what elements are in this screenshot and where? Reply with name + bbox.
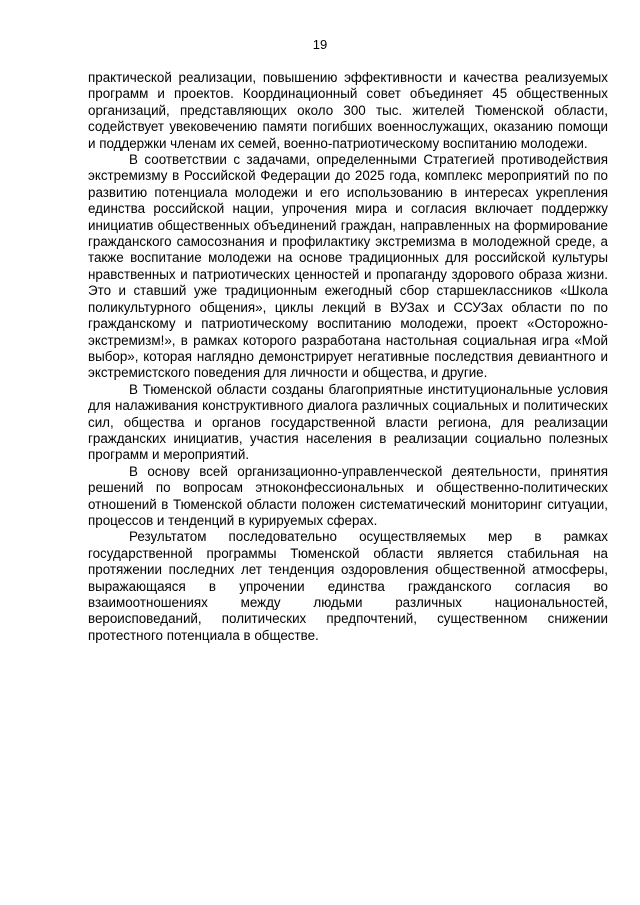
paragraph-strategy: В соответствии с задачами, определенными Стратегией противодействия экстремизму в Российской Федерации до 2025 года, комплекс мероприятий по по развитию потенциала молодежи и его использованию в интересах укрепления единства российской нации, упрочения мира и согласия включает поддержку инициатив общественных объединений граждан, направленных на формирование гражданского самосознания и профилактику экстремизма в молодежной среде, а также воспитание молодежи на основе традиционных для российской культуры нравственных и патриотических ценностей и пропаганду здорового образа жизни. Это и ставший уже традиционным ежегодный сбор старшеклассников «Школа поликультурного общения», циклы лекций в ВУЗах и ССУЗах области по по гражданскому и патриотическому воспитанию молодежи, проект «Осторожно-экстремизм!», в рамках которого разработана настольная социальная игра «Мой выбор», которая наглядно демонстрирует негативные последствия девиантного и экстремистского поведения для личности и общества, и другие. [88, 152, 608, 381]
paragraph-institutional-conditions: В Тюменской области созданы благоприятные институциональные условия для налаживания конструктивного диалога различных социальных и политических сил, общества и органов государственной власти региона, для реализации гражданских инициатив, участия населения в реализации социально полезных программ и мероприятий. [88, 381, 608, 463]
paragraph-monitoring: В основу всей организационно-управленческой деятельности, принятия решений по вопросам этноконфессиональных и общественно-политических отношений в Тюменской области положен систематический мониторинг ситуации, процессов и тенденций в курируемых сферах. [88, 463, 608, 528]
paragraph-continuation: практической реализации, повышению эффективности и качества реализуемых программ и проектов. Координационный совет объединяет 45 общественных организаций, представляющих около 300 тыс. жителей Тюменской области, содействует увековечению памяти погибших военнослужащих, оказанию помощи и поддержки членам их семей, военно-патриотическому воспитанию молодежи. [88, 70, 608, 151]
paragraph-results: Результатом последовательно осуществляемых мер в рамках государственной программы Тюменской области является стабильная на протяжении последних лет тенденция оздоровления общественной атмосферы, выражающаяся в упрочении единства гражданского согласия во взаимоотношениях между людьми различных национальностей, вероисповеданий, политических предпочтений, существенном снижении протестного потенциала в обществе. [88, 529, 608, 643]
body-text [88, 70, 608, 644]
page-number: 19 [312, 37, 328, 52]
